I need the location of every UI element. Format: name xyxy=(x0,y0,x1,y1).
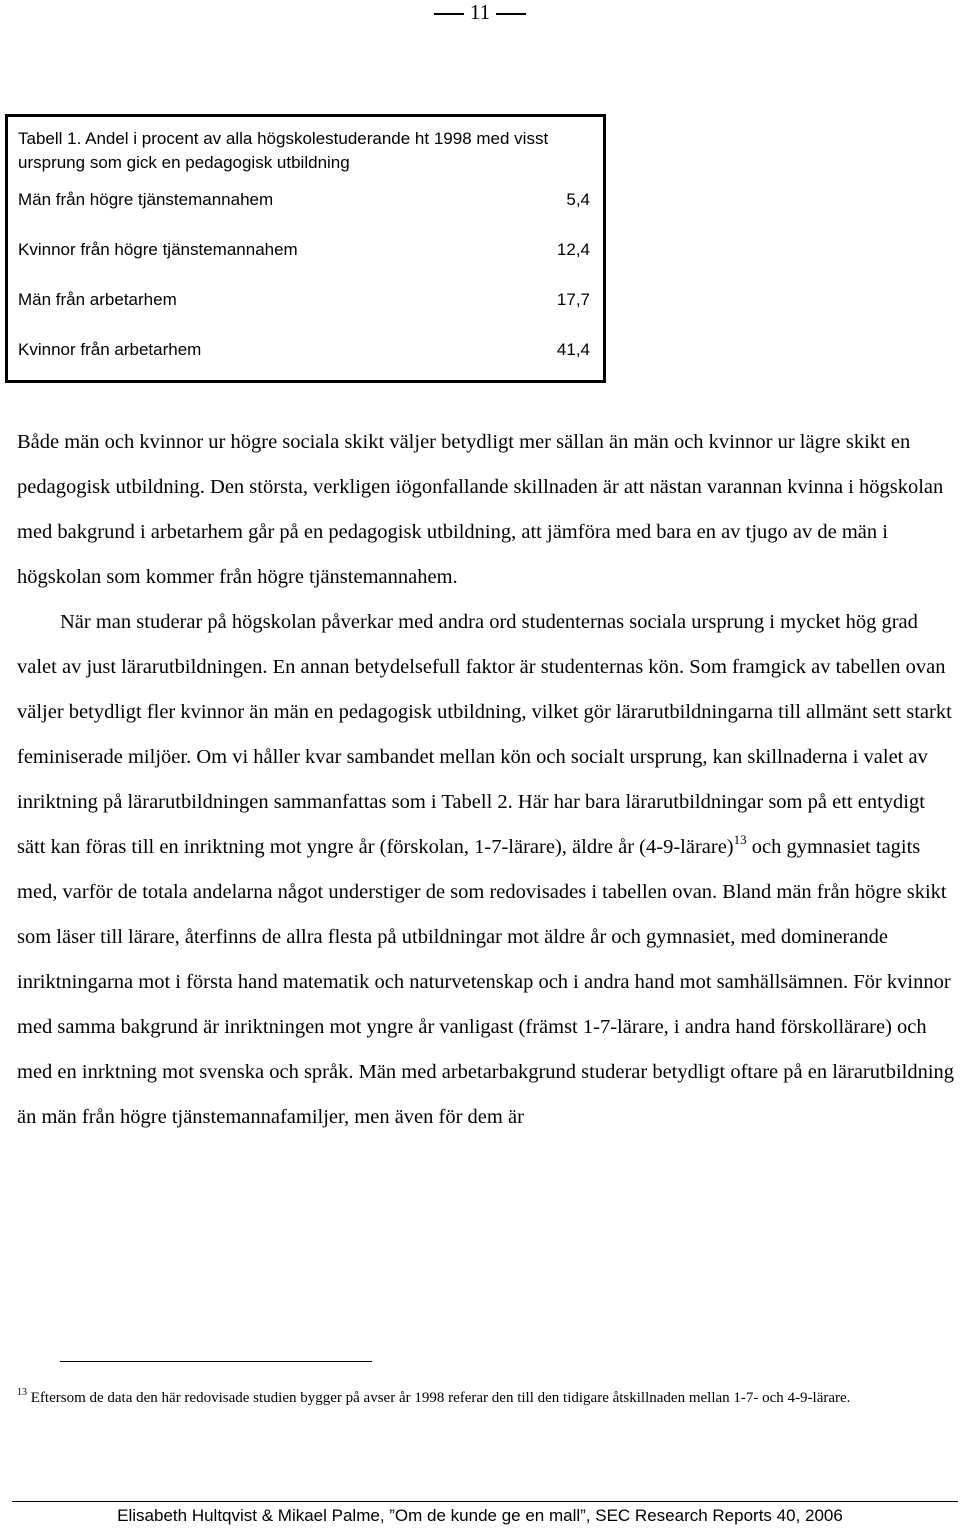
row-value: 41,4 xyxy=(556,340,590,359)
page-number-text: 11 xyxy=(469,0,491,24)
page-footer: Elisabeth Hultqvist & Mikael Palme, ”Om de kunde ge en mall”, SEC Research Reports 40, 2006 xyxy=(117,1506,843,1525)
page-number xyxy=(0,0,960,24)
paragraph-2-part-1: När man studerar på högskolan påverkar med andra ord studenternas sociala ursprung i mycket hög grad valet av just lärarutbildningen. En annan betydelsefull faktor är studenternas kön. Som framgick av tabellen ovan väljer betydligt fler kvinnor än män en pedagogisk utbildning, vilket gör lärarutbildningarna till allmänt sett starkt feminiserade miljöer. Om vi håller kvar sambandet mellan kön och socialt ursprung, kan skillnaderna i valet av inriktning på lärarutbildningen sammanfattas som i Tabell 2. Här har bara lärarutbildningar som på ett entydigt sätt kan föras till en inriktning mot yngre år (förskolan, 1-7-lärare), äldre år (4-9-lärare) xyxy=(17,611,952,858)
row-value: 12,4 xyxy=(556,240,590,259)
footnote-reference[interactable]: 13 xyxy=(733,832,747,847)
footer-separator xyxy=(12,1501,958,1502)
paragraph-2-part-2: och gymnasiet tagits med, varför de totala andelarna något understiger de som redovisades i tabellen ovan. Bland män från högre skikt som läser till lärare, återfinns de allra flesta på utbildningar mot äldre år och gymnasiet, med dominerande inriktningarna mot i första hand matematik och naturvetenskap och i andra hand mot samhällsämnen. För kvinnor med samma bakgrund är inriktningen mot yngre år vanligast (främst 1-7-lärare, i andra hand förskollärare) och med en inrktning mot svenska och språk. Män med arbetarbakgrund studerar betydligt oftare på en lärarutbildning än män från högre tjänstemannafamiljer, men även för dem är xyxy=(17,836,955,1128)
page-number-dash-left xyxy=(434,13,464,15)
row-value: 5,4 xyxy=(566,190,590,209)
table-caption: Tabell 1. Andel i procent av alla högskolestuderande ht 1998 med visst ursprung som gick en pedagogisk utbildning xyxy=(18,129,549,172)
table-1 xyxy=(5,114,606,383)
row-label: Kvinnor från högre tjänstemannahem xyxy=(18,240,298,259)
page-number-dash-right xyxy=(496,13,526,15)
row-label: Män från högre tjänstemannahem xyxy=(18,190,274,209)
paragraph-2 xyxy=(17,600,955,1140)
footnote xyxy=(17,1386,955,1410)
footnote-text: Eftersom de data den här redovisade studien bygger på avser år 1998 referar den till den tidigare åtskillnaden mellan 1-7- och 4-9-lärare. xyxy=(27,1390,851,1406)
row-label: Kvinnor från arbetarhem xyxy=(18,340,202,359)
row-value: 17,7 xyxy=(556,290,590,309)
row-label: Män från arbetarhem xyxy=(18,290,177,309)
footnote-separator xyxy=(60,1361,372,1362)
footnote-number: 13 xyxy=(17,1387,27,1398)
body-text xyxy=(17,420,955,1140)
paragraph-1: Både män och kvinnor ur högre sociala skikt väljer betydligt mer sällan än män och kvinnor ur lägre skikt en pedagogisk utbildning. Den största, verkligen iögonfallande skillnaden är att nästan varannan kvinna i högskolan med bakgrund i arbetarhem går på en pedagogisk utbildning, att jämföra med bara en av tjugo av de män i högskolan som kommer från högre tjänstemannahem. xyxy=(17,431,944,588)
